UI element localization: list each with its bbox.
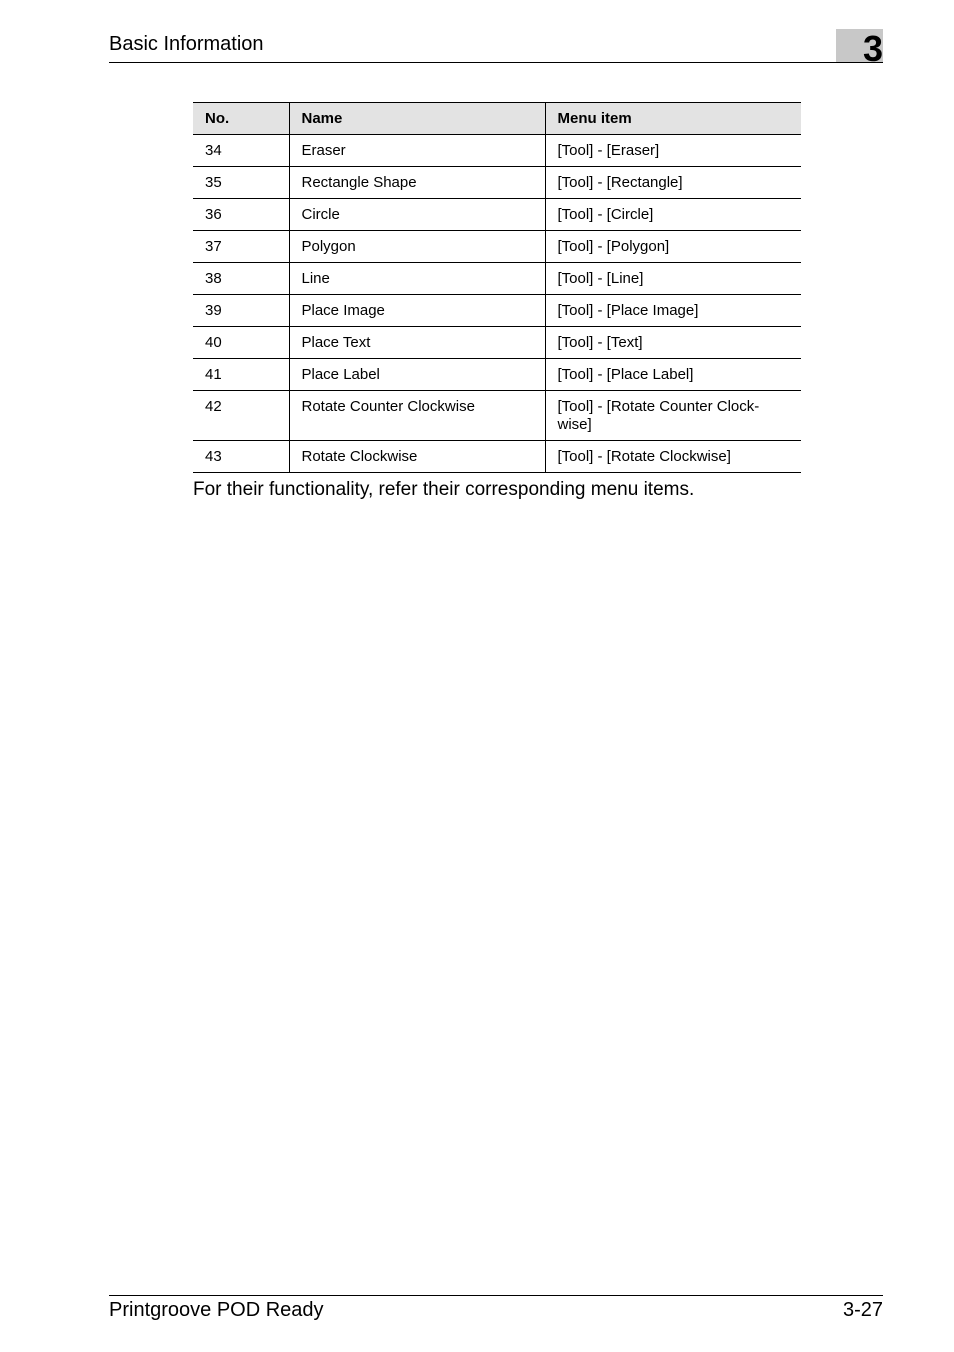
table-row: [193, 441, 801, 473]
cell-menu-item: [Tool] - [Rotate Counter Clock-wise]: [545, 391, 801, 441]
toolbar-items-table: [193, 102, 801, 473]
chapter-number: 3: [862, 28, 883, 69]
table-row: [193, 167, 801, 199]
cell-no: 36: [193, 199, 289, 231]
header-divider: [109, 62, 883, 63]
table-row: [193, 359, 801, 391]
cell-menu-item: [Tool] - [Circle]: [545, 199, 801, 231]
table-header-row: [193, 103, 801, 135]
cell-no: 42: [193, 391, 289, 441]
cell-name: Eraser: [289, 135, 545, 167]
cell-no: 34: [193, 135, 289, 167]
column-header-menu-item: Menu item: [545, 103, 801, 135]
cell-name: Place Text: [289, 327, 545, 359]
cell-name: Place Image: [289, 295, 545, 327]
cell-no: 37: [193, 231, 289, 263]
cell-name: Rectangle Shape: [289, 167, 545, 199]
cell-no: 35: [193, 167, 289, 199]
cell-name: Line: [289, 263, 545, 295]
cell-name: Circle: [289, 199, 545, 231]
table-row: [193, 199, 801, 231]
cell-menu-item: [Tool] - [Polygon]: [545, 231, 801, 263]
footer-divider: [109, 1295, 883, 1296]
table-row: [193, 327, 801, 359]
cell-name: Rotate Clockwise: [289, 441, 545, 473]
cell-menu-item: [Tool] - [Rotate Clockwise]: [545, 441, 801, 473]
product-name: Printgroove POD Ready: [109, 1299, 324, 1321]
cell-name: Rotate Counter Clockwise: [289, 391, 545, 441]
cell-menu-item: [Tool] - [Place Label]: [545, 359, 801, 391]
cell-no: 41: [193, 359, 289, 391]
chapter-tab: [836, 28, 883, 69]
cell-no: 38: [193, 263, 289, 295]
table-row: [193, 135, 801, 167]
table-row: [193, 391, 801, 441]
cell-menu-item: [Tool] - [Eraser]: [545, 135, 801, 167]
cell-menu-item: [Tool] - [Rectangle]: [545, 167, 801, 199]
cell-menu-item: [Tool] - [Place Image]: [545, 295, 801, 327]
cell-no: 43: [193, 441, 289, 473]
cell-no: 40: [193, 327, 289, 359]
cell-menu-item: [Tool] - [Line]: [545, 263, 801, 295]
column-header-name: Name: [289, 103, 545, 135]
cell-no: 39: [193, 295, 289, 327]
section-title: Basic Information: [109, 33, 264, 55]
cell-name: Place Label: [289, 359, 545, 391]
table-row: [193, 295, 801, 327]
cell-name: Polygon: [289, 231, 545, 263]
table-row: [193, 263, 801, 295]
cell-menu-item: [Tool] - [Text]: [545, 327, 801, 359]
table-row: [193, 231, 801, 263]
body-note: For their functionality, refer their corresponding menu items.: [193, 479, 695, 500]
page-number: 3-27: [842, 1299, 883, 1321]
column-header-no: No.: [193, 103, 289, 135]
